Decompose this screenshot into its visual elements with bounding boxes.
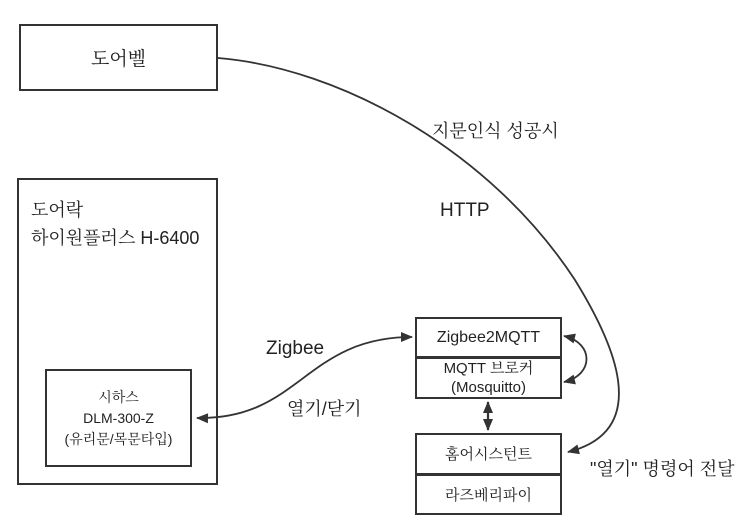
- node-raspberrypi-label: 라즈베리파이: [445, 486, 532, 504]
- node-doorbell: [19, 24, 218, 91]
- edge-label-zigbee: Zigbee: [266, 338, 325, 359]
- node-homeassistant-stack: [415, 433, 562, 515]
- node-raspberrypi: [417, 473, 560, 514]
- edge-label-http: HTTP: [440, 200, 490, 221]
- node-doorbell-label: 도어벨: [90, 49, 147, 70]
- node-sihas-line3: (유리문/목문타입): [64, 430, 173, 447]
- edge-label-fingerprint-success: 지문인식 성공시: [432, 121, 559, 141]
- node-sihas-line2: DLM-300-Z: [83, 409, 154, 426]
- node-doorlock-title-line2: 하이원플러스 H-6400: [31, 228, 200, 248]
- edge-label-open-command: "열기" 명령어 전달: [590, 459, 735, 479]
- arrow-zigbee2mqtt-mqttbroker-loop: [564, 336, 587, 382]
- node-homeassistant-label: 홈어시스턴트: [445, 446, 532, 464]
- node-zigbee2mqtt-stack: [415, 317, 562, 399]
- node-sihas-dlm300z: [45, 369, 192, 467]
- node-homeassistant: [417, 435, 560, 473]
- node-sihas-line1: 시하스: [98, 388, 139, 405]
- node-zigbee2mqtt: [417, 319, 560, 356]
- edge-label-open-close: 열기/닫기: [287, 399, 362, 419]
- node-doorlock-title-line1: 도어락: [31, 200, 84, 220]
- node-mqtt-broker-line2: (Mosquitto): [450, 379, 527, 396]
- node-zigbee2mqtt-label: Zigbee2MQTT: [436, 328, 541, 346]
- node-mqtt-broker-line1: MQTT 브로커: [443, 360, 534, 377]
- node-mqtt-broker: [417, 356, 560, 397]
